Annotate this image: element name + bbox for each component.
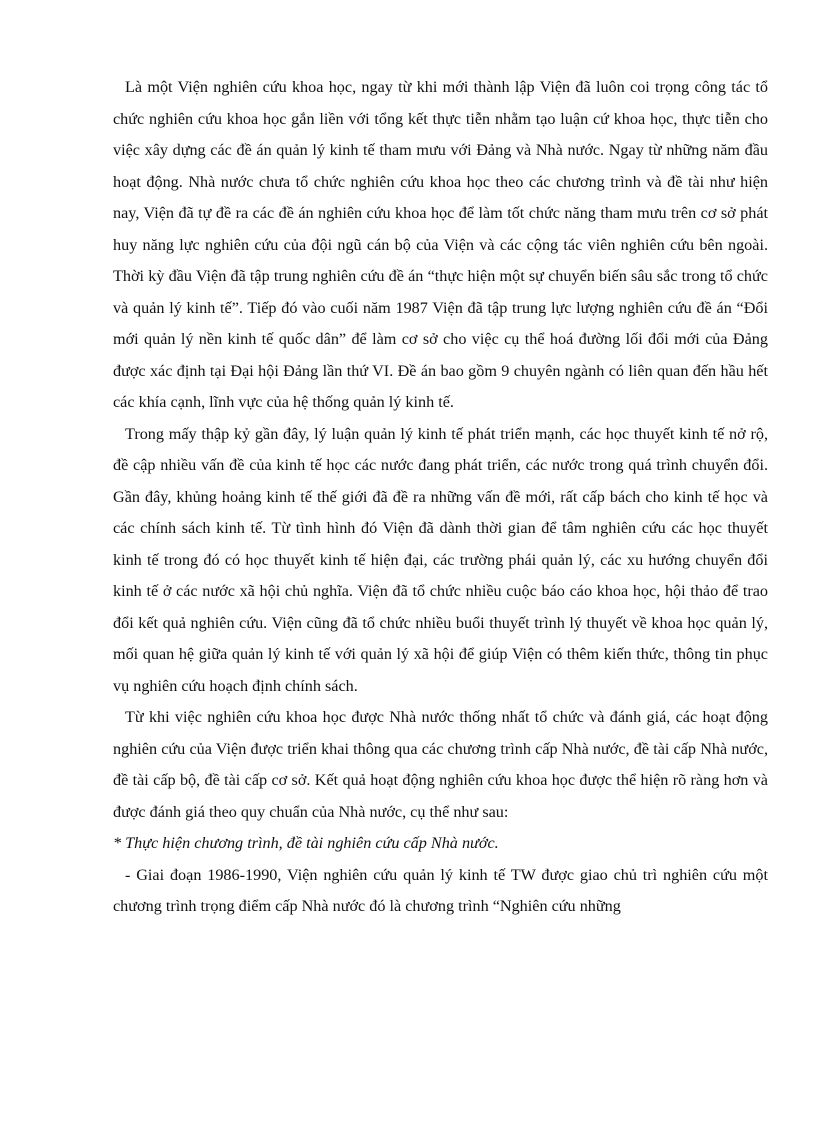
paragraph-theory: Trong mấy thập kỷ gần đây, lý luận quản lý kinh tế phát triển mạnh, các học thuyết kinh tế nở rộ, đề cập nhiều vấn đề của kinh tế học các nước đang phát triển, các nước trong quá trình chuyển đổi. Gần đây, khủng hoảng kinh tế thế giới đã đề ra những vấn đề mới, rất cấp bách cho kinh tế học và các chính sách kinh tế. Từ tình hình đó Viện đã dành thời gian để tâm nghiên cứu các học thuyết kinh tế trong đó có học thuyết kinh tế hiện đại, các trường phái quản lý, các xu hướng chuyển đổi kinh tế ở các nước xã hội chủ nghĩa. Viện đã tổ chức nhiều cuộc báo cáo khoa học, hội thảo để trao đổi kết quả nghiên cứu. Viện cũng đã tổ chức nhiều buổi thuyết trình lý thuyết về khoa học quản lý, mối quan hệ giữa quản lý kinh tế với quản lý xã hội để giúp Viện có thêm kiến thức, thông tin phục vụ nghiên cứu hoạch định chính sách. — [113, 424, 768, 695]
paragraph-period: - Giai đoạn 1986-1990, Viện nghiên cứu quản lý kinh tế TW được giao chủ trì nghiên cứu một chương trình trọng điểm cấp Nhà nước đó là chương trình “Nghiên cứu những — [113, 865, 768, 915]
section-heading: * Thực hiện chương trình, đề tài nghiên cứu cấp Nhà nước. — [113, 834, 499, 852]
document-page — [113, 72, 768, 923]
paragraph-intro: Là một Viện nghiên cứu khoa học, ngay từ khi mới thành lập Viện đã luôn coi trọng công tác tổ chức nghiên cứu khoa học gắn liền với tổng kết thực tiễn nhằm tạo luận cứ khoa học, thực tiễn cho việc xây dựng các đề án quản lý kinh tế tham mưu với Đảng và Nhà nước. Ngay từ những năm đầu hoạt động. Nhà nước chưa tổ chức nghiên cứu khoa học theo các chương trình và đề tài như hiện nay, Viện đã tự đề ra các đề án nghiên cứu khoa học để làm tốt chức năng tham mưu trên cơ sở phát huy năng lực nghiên cứu của đội ngũ cán bộ của Viện và các cộng tác viên nghiên cứu bên ngoài. Thời kỳ đầu Viện đã tập trung nghiên cứu đề án “thực hiện một sự chuyển biến sâu sắc trong tổ chức và quản lý kinh tế”. Tiếp đó vào cuối năm 1987 Viện đã tập trung lực lượng nghiên cứu đề án “Đổi mới quản lý nền kinh tế quốc dân” để làm cơ sở cho việc cụ thể hoá đường lối đổi mới của Đảng được xác định tại Đại hội Đảng lần thứ VI. Đề án bao gồm 9 chuyên ngành có liên quan đến hầu hết các khía cạnh, lĩnh vực của hệ thống quản lý kinh tế. — [113, 78, 768, 411]
paragraph-activities: Từ khi việc nghiên cứu khoa học được Nhà nước thống nhất tổ chức và đánh giá, các hoạt động nghiên cứu của Viện được triển khai thông qua các chương trình cấp Nhà nước, đề tài cấp Nhà nước, đề tài cấp bộ, đề tài cấp cơ sở. Kết quả hoạt động nghiên cứu khoa học được thể hiện rõ ràng hơn và được đánh giá theo quy chuẩn của Nhà nước, cụ thể như sau: — [113, 708, 768, 821]
